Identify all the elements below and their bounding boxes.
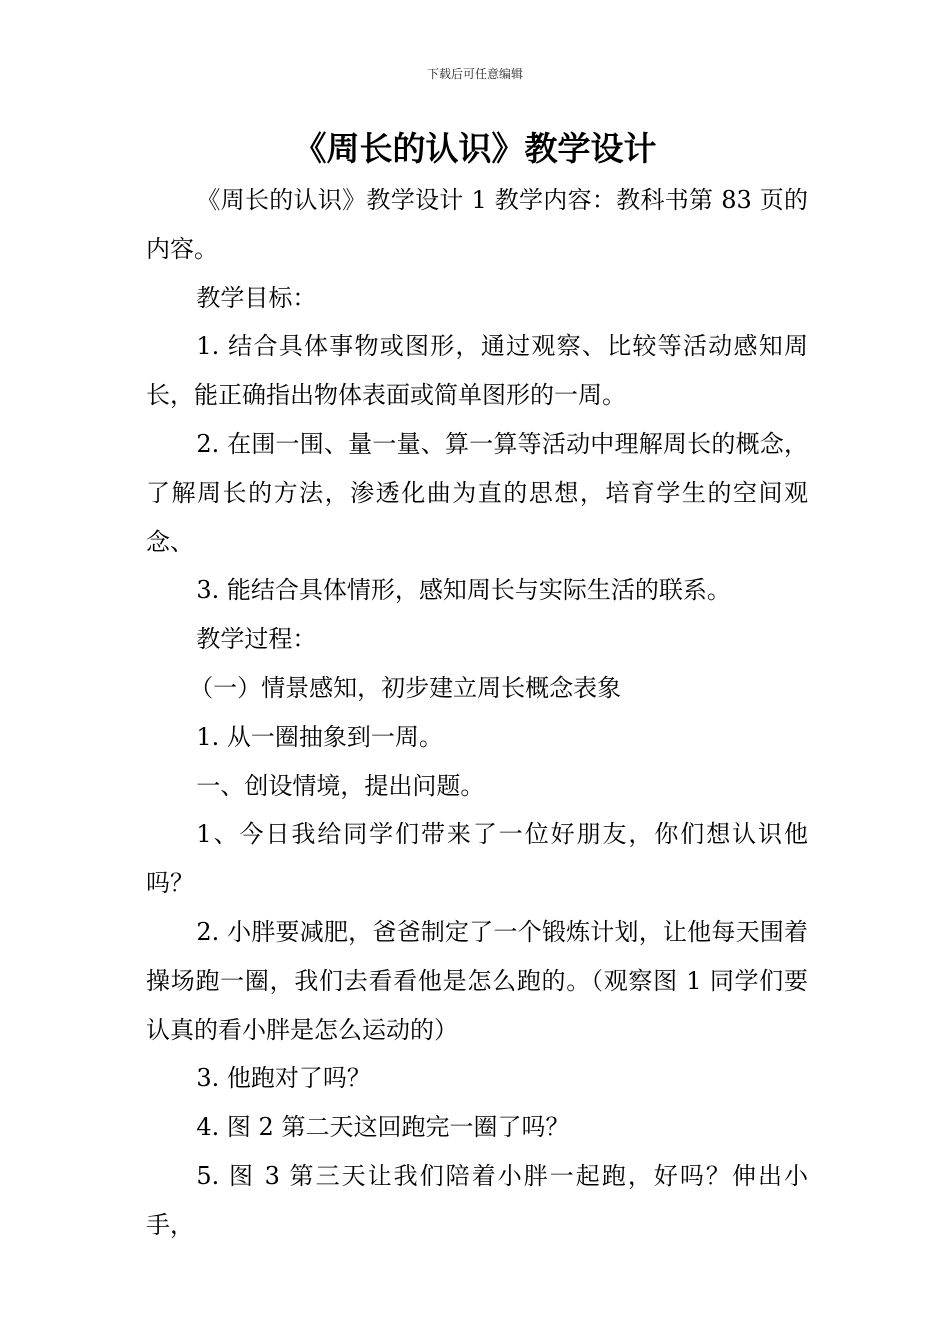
paragraph-question-5: 5. 图 3 第三天让我们陪着小胖一起跑，好吗？伸出小手，: [146, 1161, 808, 1239]
paragraph-step-1: 1. 从一圈抽象到一周。: [196, 722, 443, 751]
paragraph-question-4: 4. 图 2 第二天这回跑完一圈了吗？: [196, 1113, 570, 1142]
paragraph-part-1: 一、创设情境，提出问题。: [196, 771, 485, 800]
header-note: 下载后可任意编辑: [426, 67, 523, 81]
paragraph-question-3: 3. 他跑对了吗？: [196, 1064, 371, 1093]
paragraph-question-2: 2. 小胖要减肥，爸爸制定了一个锻炼计划，让他每天围着操场跑一圈，我们去看看他是怎么跑的。（观察图 1 同学们要认真的看小胖是怎么运动的）: [146, 917, 808, 1044]
paragraph-intro: 《周长的认识》教学设计 1 教学内容：教科书第 83 页的内容。: [146, 186, 808, 263]
paragraph-objective-1: 1. 结合具体事物或图形，通过观察、比较等活动感知周长，能正确指出物体表面或简单图形的一周。: [146, 332, 808, 410]
paragraph-section-1: （一）情景感知，初步建立周长概念表象: [189, 673, 622, 702]
document-body: [146, 176, 808, 1250]
paragraph-objectives-heading: 教学目标：: [196, 283, 317, 312]
document-title: 《周长的认识》教学设计: [293, 129, 657, 168]
paragraph-objective-3: 3. 能结合具体情形，感知周长与实际生活的联系。: [196, 576, 731, 605]
paragraph-process-heading: 教学过程：: [196, 625, 317, 654]
paragraph-question-1: 1、今日我给同学们带来了一位好朋友，你们想认识他吗？: [146, 820, 808, 898]
paragraph-objective-2: 2. 在围一围、量一量、算一算等活动中理解周长的概念，了解周长的方法，渗透化曲为直的思想，培育学生的空间观念、: [146, 429, 808, 556]
